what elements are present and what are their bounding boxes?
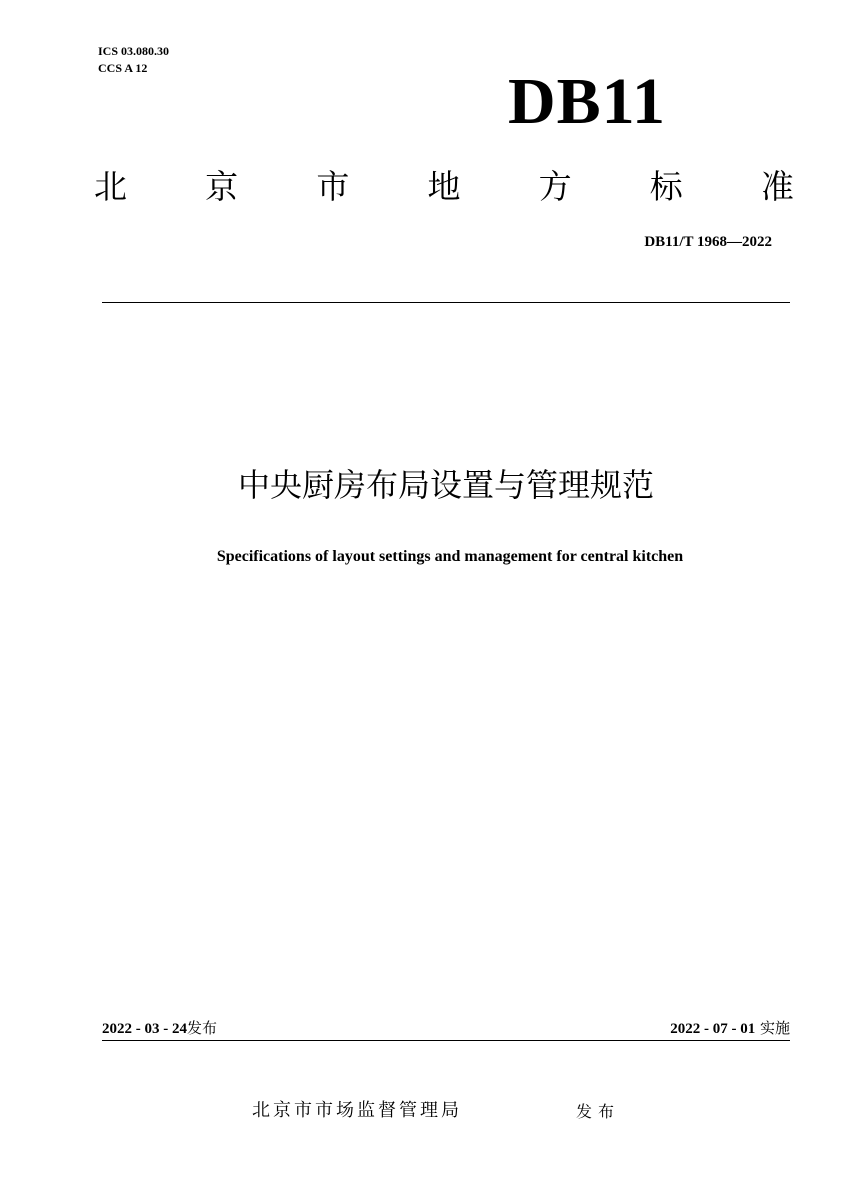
standard-type-char: 标	[649, 167, 683, 206]
publish-label: 发布	[576, 1102, 621, 1121]
standard-type-char: 地	[427, 167, 461, 206]
implementation-label: 实施	[759, 1019, 790, 1037]
standard-type-char: 方	[538, 167, 572, 206]
document-title-chinese: 中央厨房布局设置与管理规范	[237, 466, 654, 504]
document-title-english: Specifications of layout settings and management for central kitchen	[216, 548, 684, 565]
ics-code: ICS 03.080.30	[98, 44, 170, 58]
ccs-code: CCS A 12	[98, 61, 148, 75]
issue-label: 发布	[187, 1019, 218, 1037]
standard-type-char: 市	[316, 167, 350, 206]
issue-date-line	[102, 1018, 217, 1039]
bottom-divider	[102, 1040, 790, 1041]
standard-type-heading	[94, 162, 794, 212]
standard-code-logo: DB11	[508, 65, 667, 138]
issue-date: 2022 - 03 - 24	[102, 1021, 187, 1037]
implementation-date: 2022 - 07 - 01	[670, 1021, 756, 1037]
standard-type-char: 北	[94, 167, 127, 206]
implementation-date-line	[670, 1018, 790, 1039]
top-divider	[102, 302, 790, 303]
publisher-name: 北京市市场监督管理局	[252, 1100, 462, 1121]
standard-type-char: 京	[205, 167, 239, 206]
standard-number: DB11/T 1968—2022	[644, 234, 772, 250]
standard-type-char: 准	[760, 167, 794, 206]
